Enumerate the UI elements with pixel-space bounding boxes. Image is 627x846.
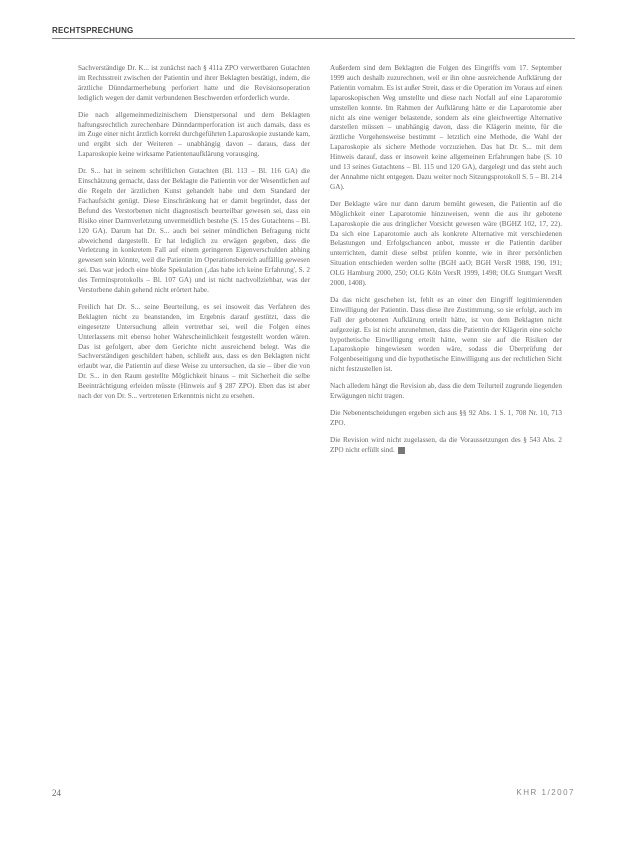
left-column — [78, 64, 310, 764]
paragraph-text: Die Revision wird nicht zugelassen, da die Voraussetzungen des § 543 Abs. 2 ZPO nicht erfüllt sind. — [330, 435, 562, 454]
page-number: 24 — [52, 788, 61, 798]
paragraph: Der Beklagte wäre nur dann darum bemüht gewesen, die Patientin auf die Möglichkeit einer Laparotomie hinzuweisen, wenn die aus ihr gebotene Laparoskopie die aus dringlicher Vorsicht gewesen wäre (BGHZ 102, 17, 22). Da sich eine Laparotomie auch als konkrete Alternative mit verschiedenen Belastungen und Erfolgschancen anbot, musste er die Patientin darüber unterrichten, damit diese selbst prüfen konnte, wie in ihrer persönlichen Situation entschieden werden sollte (BGH aaO; BGH VersR 1988, 190, 191; OLG Hamburg 2000, 250; OLG Köln VersR 1999, 1498; OLG Stuttgart VersR 2000, 1408). — [330, 199, 562, 288]
paragraph: Dr. S... hat in seinem schriftlichen Gutachten (Bl. 113 – Bl. 116 GA) die Einschätzung gemacht, dass der Beklagte die Patientin vor der Wesentlichen auf die Regeln der ärztlichen Kunst gehandelt habe und dem Standard der Fachaufsicht genügt. Diese Einschränkung hat er damit begründet, dass der Befund des Verstorbenen nicht diagnostisch beurteilbar gewesen sei, dass ein Risiko einer Darmverletzung unvermeidlich bestehe (S. 15 des Gutachtens – Bl. 120 GA). Darum hat Dr. S... auch bei seiner mündlichen Befragung nicht abweichend dargestellt. Er hat lediglich zu erwägen gegeben, dass die Verletzung in konkretem Fall auf einem geringeren Eigenverschulden abhing gewesen sein könnte, weil die Patientin im Operationsbereich auffällig gewesen sei. Das war jedoch eine bloße Spekulation (‚das habe ich keine Erfahrung', S. 2 des Terminsprotokolls – Bl. 107 GA) und ist nicht nachvollziehbar, was der Verstorbene dahin gehend nicht erörtert habe. — [78, 167, 310, 295]
journal-name: KHR 1/2007 — [516, 788, 575, 797]
paragraph: Außerdem sind dem Beklagten die Folgen des Eingriffs vom 17. September 1999 auch deshalb zuzurechnen, weil er ihn ohne ausreichende Aufklärung der Patientin vornahm. Es ist außer Streit, dass er die Operation im Voraus auf einen laparoskopischen Weg umstellte und diese nach Notfall auf eine Laparotomie umstellen konnte. Im Rahmen der Aufklärung hätte er die Laparotomie aber nicht als eine weniger belastende, sondern als eine gleichwertige Alternative darstellen müssen – unabhängig davon, dass die Klägerin meinte, für die ärztliche Vorgehensweise bestimmt – letztlich eine Methode, die Wahl der Laparoskopie als sichere Methode vorzuziehen. Das hat Dr. S... mit dem Hinweis darauf, dass er insoweit keine allgemeinen Erfahrungen habe (S. 10 und 13 seines Gutachtens – Bl. 115 und 120 GA), dargelegt und das steht auch der Annahme nicht entgegen. Dazu weiter noch Sitzungsprotokoll S. 5 – Bl. 214 GA). — [330, 64, 562, 191]
final-paragraph — [330, 436, 562, 456]
paragraph: Sachverständige Dr. K... ist zunächst nach § 411a ZPO verwertbaren Gutachten im Rechtsstreit zwischen der Patientin und ihrer Beklagten bestätigt, indem, die ärztliche Dünndarmerhebung perforiert hatte und die Revisionsoperation lediglich wegen der damit verbundenen Beschwerden erforderlich wurde. — [78, 64, 310, 102]
right-column — [330, 64, 562, 764]
paragraph: Die Nebenentscheidungen ergeben sich aus §§ 92 Abs. 1 S. 1, 708 Nr. 10, 713 ZPO. — [330, 409, 562, 427]
paragraph: Da das nicht geschehen ist, fehlt es an einer den Eingriff legitimierenden Einwilligung der Patientin. Dass diese ihre Zustimmung, so sie erfolgt, auch im Fall der gebotenen Aufklärung erteilt hätte, ist von dem Beklagten nicht aufgezeigt. Es ist nicht anzunehmen, dass die Patientin der Klägerin eine solche hypothetische Einwilligung erteilt hätte, wenn sie auf die Risiken der Laparoskopie hingewiesen worden wäre, sodass die Überprüfung der Folgenbeseitigung und die hypothetische Einwilligung aus der rechtlichen Sicht nicht festzustellen ist. — [330, 295, 562, 374]
section-header: RECHTSPRECHUNG — [52, 26, 134, 35]
header-rule — [52, 38, 575, 39]
end-of-article-mark — [398, 447, 405, 454]
paragraph: Freilich hat Dr. S... seine Beurteilung, es sei insoweit das Verfahren des Beklagten nicht zu beanstanden, im Ergebnis darauf gestützt, dass die eingesetzte Untersuchung allein vertretbar sei, weil die Folgen eines Unterlassens mit ebenso hoher Wahrscheinlichkeit festgestellt worden wären. Das ist gefolgert, aber dem Gerichte nicht ausreichend belegt. Was die Sachverständigen geschildert haben, schließt aus, dass es den Beklagten nicht erlaubt war, die Patientin auf diese Weise zu untersuchen, da sie – über die von Dr. S... in den Raum gestellte Möglichkeit hinaus – mit Sicherheit die selbe Beeinträchtigung erleiden müsste (Hinweis auf § 287 ZPO). Eben das ist aber nach der von Dr. S... vertretenen Erkenntnis nicht zu ersehen. — [78, 302, 310, 401]
paragraph: Nach alledem hängt die Revision ab, dass die dem Teilurteil zugrunde liegenden Erwägungen nicht tragen. — [330, 382, 562, 401]
paragraph: Die nach allgemeinmedizinischem Dienstpersonal und dem Beklagten haftungsrechtlich zurechenbare Dünndarmperforation ist auch damals, dass es im Zuge einer nicht ärztlich korrekt durchgeführten Laparoskopie zustande kam, und ergibt sich der Weiteren – unabhängig davon – daraus, dass der Laparoskopie keine wirksame Patientenaufklärung vorausging. — [78, 110, 310, 159]
